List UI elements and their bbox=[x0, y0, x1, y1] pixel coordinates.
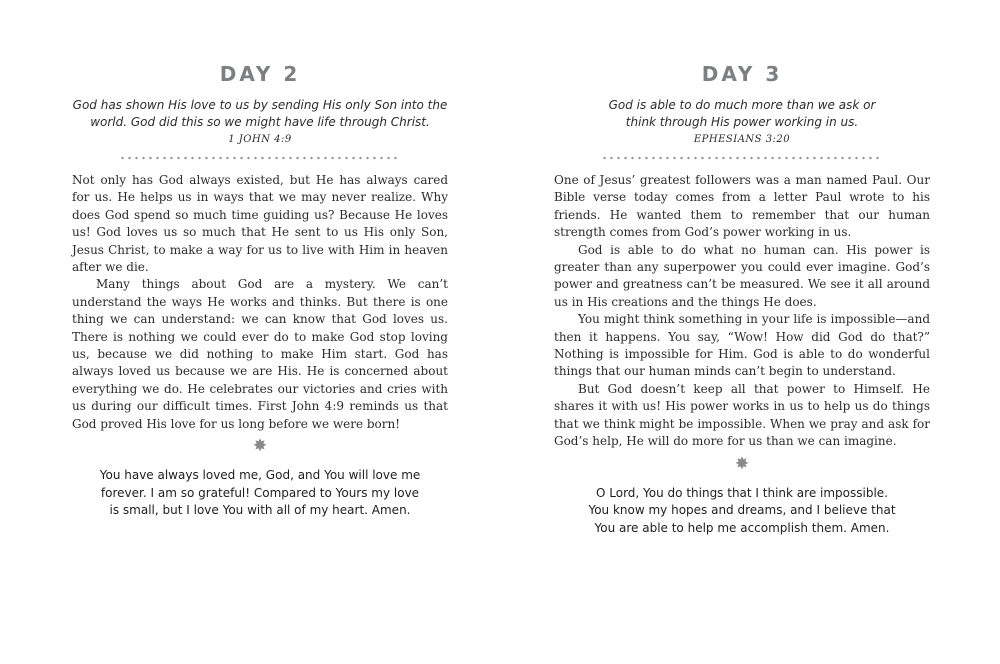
verse-line: think through His power working in us. bbox=[625, 115, 859, 129]
verse-line: God is able to do much more than we ask or bbox=[608, 98, 876, 112]
paragraph: Many things about God are a mystery. We can’t understand the ways He works and thinks. But there is one thing we can understand: we can know that God loves us. There is nothing we could ever do to make God stop loving us, because we did nothing to make Him start. God has always loved us because we are His. He is concerned about everything we do. He celebrates our victories and cries with us during our difficult times. First John 4:9 reminds us that God proved His love for us long before we were born! bbox=[72, 277, 448, 431]
paragraph: But God doesn’t keep all that power to Himself. He shares it with us! His power works in us to help us do things that we think might be impossible. When we pray and ask for God’s help, He will do more for us than we can imagine. bbox=[554, 381, 930, 449]
verse-reference: 1 JOHN 4:9 bbox=[228, 134, 292, 145]
prayer-block bbox=[554, 485, 930, 538]
dotted-divider bbox=[119, 156, 401, 160]
day-title: DAY 2 bbox=[219, 62, 301, 86]
dotted-divider bbox=[601, 156, 883, 160]
prayer-line: forever. I am so grateful! Compared to Yours my love bbox=[100, 485, 420, 500]
verse-block bbox=[554, 97, 930, 148]
verse-block bbox=[72, 97, 448, 148]
prayer-line: You are able to help me accomplish them. Amen. bbox=[594, 520, 890, 535]
prayer-line: is small, but I love You with all of my heart. Amen. bbox=[109, 503, 411, 518]
page-day-2 bbox=[72, 0, 448, 664]
verse-line: world. God did this so we might have life through Christ. bbox=[90, 115, 430, 129]
day-title: DAY 3 bbox=[701, 62, 783, 86]
star-ornament-icon: ✸ bbox=[252, 436, 268, 457]
devotional-text bbox=[72, 172, 448, 433]
paragraph: One of Jesus’ greatest followers was a man named Paul. Our Bible verse today comes from a letter Paul wrote to his friends. He wanted them to remember that our human strength comes from God’s power working in us. bbox=[554, 173, 930, 240]
devotional-text bbox=[554, 172, 930, 451]
paragraph: Not only has God always existed, but He has always cared for us. He helps us in ways that we may never realize. Why does God spend so much time guiding us? Because He loves us! God loves us so much that He sent to us His only Son, Jesus Christ, to make a way for us to live with Him in heaven after we die. bbox=[72, 173, 448, 275]
paragraph: You might think something in your life is impossible—and then it happens. You say, “Wow! How did God do that?” Nothing is impossible for Him. God is able to do wonderful things that our human minds can’t begin to understand. bbox=[554, 312, 930, 379]
prayer-line: You know my hopes and dreams, and I believe that bbox=[588, 503, 896, 517]
page-day-3 bbox=[554, 0, 930, 664]
prayer-line: You have always loved me, God, and You will love me bbox=[99, 468, 421, 483]
paragraph: God is able to do what no human can. His power is greater than any superpower you could ever imagine. God’s power and greatness can’t be measured. We see it all around us in His creations and the things He does. bbox=[554, 242, 930, 309]
star-ornament-icon: ✸ bbox=[734, 453, 750, 474]
verse-reference: EPHESIANS 3:20 bbox=[693, 134, 791, 145]
verse-line: God has shown His love to us by sending His only Son into the bbox=[72, 98, 448, 112]
prayer-line: O Lord, You do things that I think are impossible. bbox=[596, 485, 888, 500]
prayer-block bbox=[72, 467, 448, 520]
